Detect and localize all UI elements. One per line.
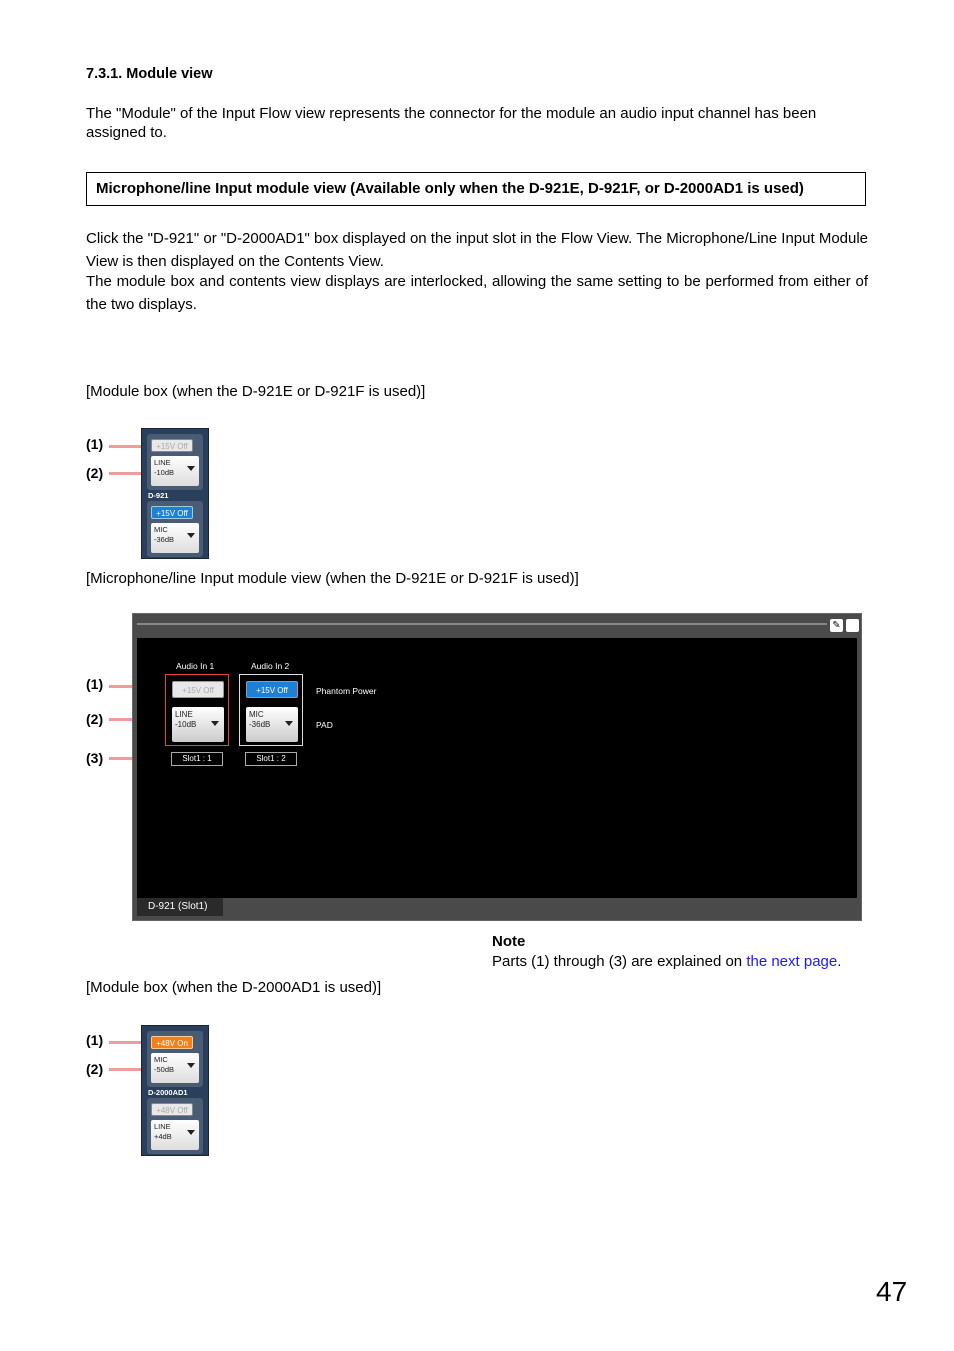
input-select[interactable] [246, 707, 298, 742]
figure3-label-1: (1) [86, 1032, 104, 1048]
note-text [492, 953, 841, 970]
input-type: MIC [249, 710, 264, 719]
pad-label: PAD [316, 720, 333, 730]
phantom-power-button[interactable]: +15V Off [172, 681, 224, 698]
contents-view [132, 613, 862, 921]
slot-label-2: Slot1 : 2 [245, 752, 297, 766]
intro-paragraph: The "Module" of the Input Flow view represents the connector for the module an audio input channel has been assigned to. [86, 105, 817, 141]
pad-value: -10dB [175, 720, 197, 729]
module-name: D-2000AD1 [148, 1088, 188, 1097]
phantom-power-button[interactable]: +48V Off [151, 1103, 193, 1116]
figure2-label-2: (2) [86, 711, 104, 727]
dropdown-arrow-icon [187, 533, 195, 538]
figure3-label-2: (2) [86, 1061, 104, 1077]
slot-label-1: Slot1 : 1 [171, 752, 223, 766]
phantom-power-label: Phantom Power [316, 686, 377, 696]
title-bar-divider [137, 623, 827, 625]
page-number: 47 [876, 1276, 908, 1307]
module-slot-1 [147, 434, 203, 490]
figure1-caption: [Module box (when the D-921E or D-921F is used)] [86, 383, 426, 400]
boxed-title: Microphone/line Input module view (Available only when the D-921E, D-921F, or D-2000AD1 is used) [86, 172, 866, 206]
pad-value: +4dB [154, 1132, 172, 1141]
paragraph-1: Click the "D-921" or "D-2000AD1" box displayed on the input slot in the Flow View. The Microphone/Line Input Module View is then displayed on the Contents View. [86, 230, 869, 270]
note-title: Note [492, 933, 526, 950]
pad-value: -10dB [154, 468, 175, 477]
module-slot-2 [147, 501, 203, 557]
figure2-caption: [Microphone/line Input module view (when the D-921E or D-921F is used)] [86, 570, 579, 587]
input-select[interactable] [151, 1120, 199, 1150]
input-type: LINE [175, 710, 193, 719]
next-page-link[interactable]: the next page [746, 953, 838, 970]
module-slot-1 [147, 1031, 203, 1087]
note-text-end: . [837, 953, 842, 970]
note-text-start: Parts (1) through (3) are explained on [492, 953, 747, 970]
edit-icon[interactable]: ✎ [830, 619, 843, 632]
channel-title-1: Audio In 1 [176, 661, 215, 671]
input-select[interactable] [172, 707, 224, 742]
phantom-power-button[interactable]: +48V On [151, 1036, 193, 1049]
dropdown-arrow-icon [187, 1130, 195, 1135]
dropdown-arrow-icon [187, 466, 195, 471]
phantom-power-button[interactable]: +15V Off [246, 681, 298, 698]
input-select[interactable] [151, 1053, 199, 1083]
pad-value: -36dB [249, 720, 271, 729]
module-box-d921[interactable] [141, 428, 209, 559]
input-type: MIC [154, 1055, 168, 1064]
dropdown-arrow-icon [187, 1063, 195, 1068]
window-icon[interactable] [846, 619, 859, 632]
dropdown-arrow-icon [285, 721, 293, 726]
input-type: MIC [154, 525, 168, 534]
figure3-caption: [Module box (when the D-2000AD1 is used)] [86, 979, 382, 996]
dropdown-arrow-icon [211, 721, 219, 726]
channel-strip-2[interactable] [239, 674, 303, 746]
phantom-power-button[interactable]: +15V Off [151, 439, 193, 452]
contents-area [137, 638, 857, 898]
figure1-label-2: (2) [86, 465, 104, 481]
module-tab[interactable]: D-921 (Slot1) [137, 898, 223, 916]
channel-strip-1[interactable] [165, 674, 229, 746]
figure2-label-1: (1) [86, 676, 104, 692]
input-select[interactable] [151, 523, 199, 553]
paragraph-2: The module box and contents view displays are interlocked, allowing the same setting to be performed from either of the two displays. [86, 273, 868, 313]
figure2-label-3: (3) [86, 750, 104, 766]
module-slot-2 [147, 1098, 203, 1154]
module-box-d2000ad1[interactable] [141, 1025, 209, 1156]
input-select[interactable] [151, 456, 199, 486]
pad-value: -50dB [154, 1065, 175, 1074]
section-heading: 7.3.1. Module view [86, 66, 213, 82]
figure1-label-1: (1) [86, 436, 104, 452]
phantom-power-button[interactable]: +15V Off [151, 506, 193, 519]
channel-title-2: Audio In 2 [251, 661, 290, 671]
input-type: LINE [154, 458, 171, 467]
pad-value: -36dB [154, 535, 175, 544]
input-type: LINE [154, 1122, 171, 1131]
module-name: D-921 [148, 491, 169, 500]
